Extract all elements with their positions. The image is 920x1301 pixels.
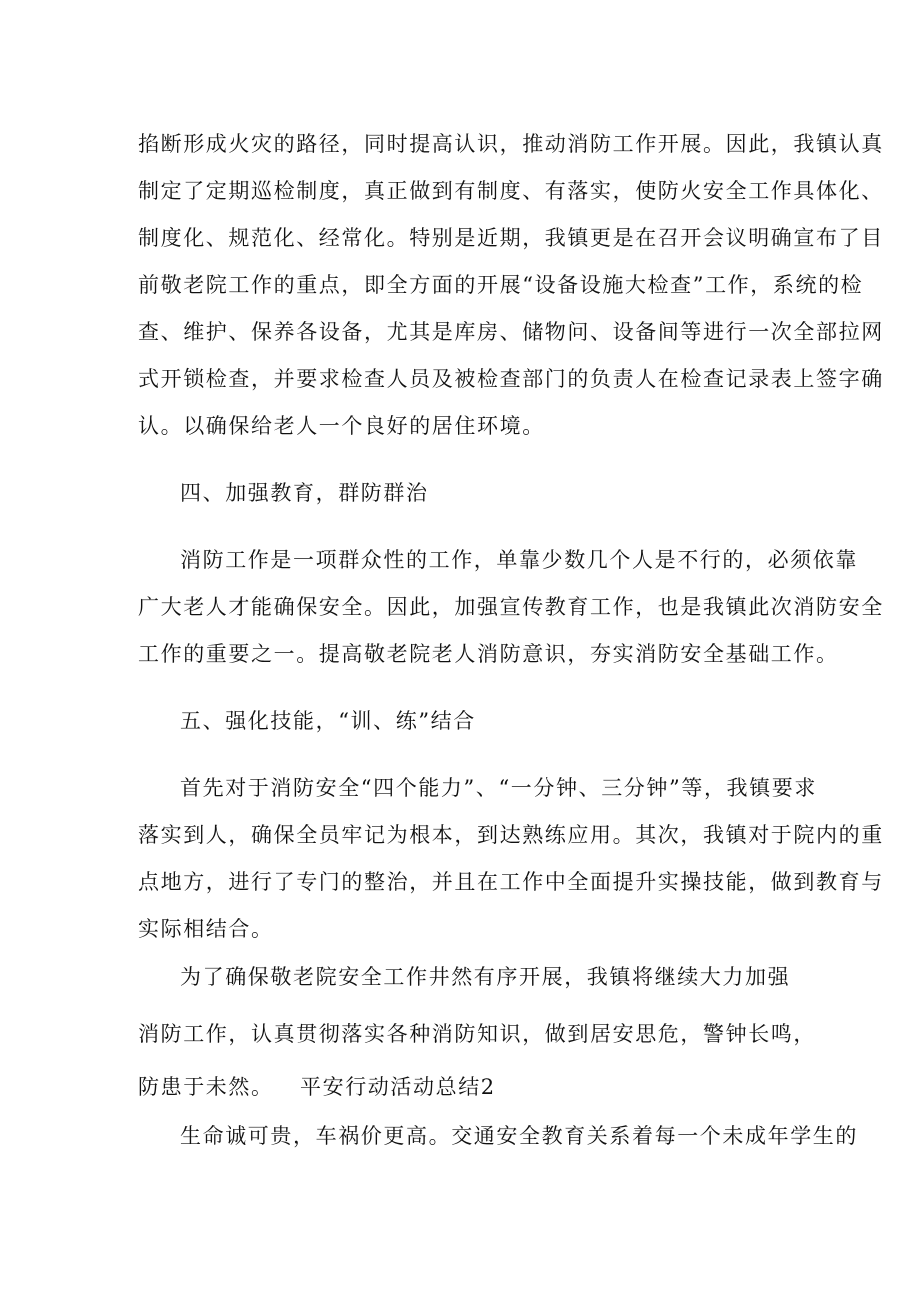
paragraph-line: 掐断形成火灾的路径，同时提高认识，推动消防工作开展。因此，我镇认真 <box>138 132 884 156</box>
paragraph-line: 式开锁检查，并要求检查人员及被检查部门的负责人在检查记录表上签字确 <box>138 367 884 391</box>
paragraph-line: 认。以确保给老人一个良好的居住环境。 <box>138 414 545 438</box>
paragraph-line: 工作的重要之一。提高敬老院老人消防意识，夯实消防安全基础工作。 <box>138 642 839 666</box>
paragraph-line: 落实到人，确保全员牢记为根本，到达熟练应用。其次，我镇对于院内的重 <box>138 823 884 847</box>
paragraph-line: 制度化、规范化、经常化。特别是近期，我镇更是在召开会议明确宣布了目 <box>138 226 884 250</box>
paragraph-line: 消防工作是一项群众性的工作，单靠少数几个人是不行的，必须依靠 <box>180 548 858 572</box>
paragraph-line: 防患于未然。 <box>138 1075 274 1099</box>
paragraph-line: 首先对于消防安全“四个能力”、“一分钟、三分钟”等，我镇要求 <box>180 776 817 800</box>
paragraph-line: 为了确保敬老院安全工作井然有序开展，我镇将继续大力加强 <box>180 965 791 989</box>
paragraph-line: 广大老人才能确保安全。因此，加强宣传教育工作，也是我镇此次消防安全 <box>138 595 884 619</box>
paragraph-line: 点地方，进行了专门的整治，并且在工作中全面提升实操技能，做到教育与 <box>138 870 884 894</box>
paragraph-line: 查、维护、保养各设备，尤其是库房、储物问、设备间等进行一次全部拉网 <box>138 320 884 344</box>
section-heading: 四、加强教育，群防群治 <box>180 481 429 505</box>
article-title: 平安行动活动总结2 <box>300 1075 496 1099</box>
paragraph-line: 实际相结合。 <box>138 917 274 941</box>
paragraph-line: 生命诚可贵，车祸价更高。交通安全教育关系着每一个未成年学生的 <box>180 1124 858 1148</box>
paragraph-line: 制定了定期巡检制度，真正做到有制度、有落实，使防火安全工作具体化、 <box>138 179 884 203</box>
paragraph-line: 前敬老院工作的重点，即全方面的开展“设备设施大检查”工作，系统的检 <box>138 273 864 297</box>
section-heading: 五、强化技能，“训、练”结合 <box>180 709 476 733</box>
paragraph-line: 消防工作，认真贯彻落实各种消防知识，做到居安思危，警钟长鸣， <box>138 1022 816 1046</box>
